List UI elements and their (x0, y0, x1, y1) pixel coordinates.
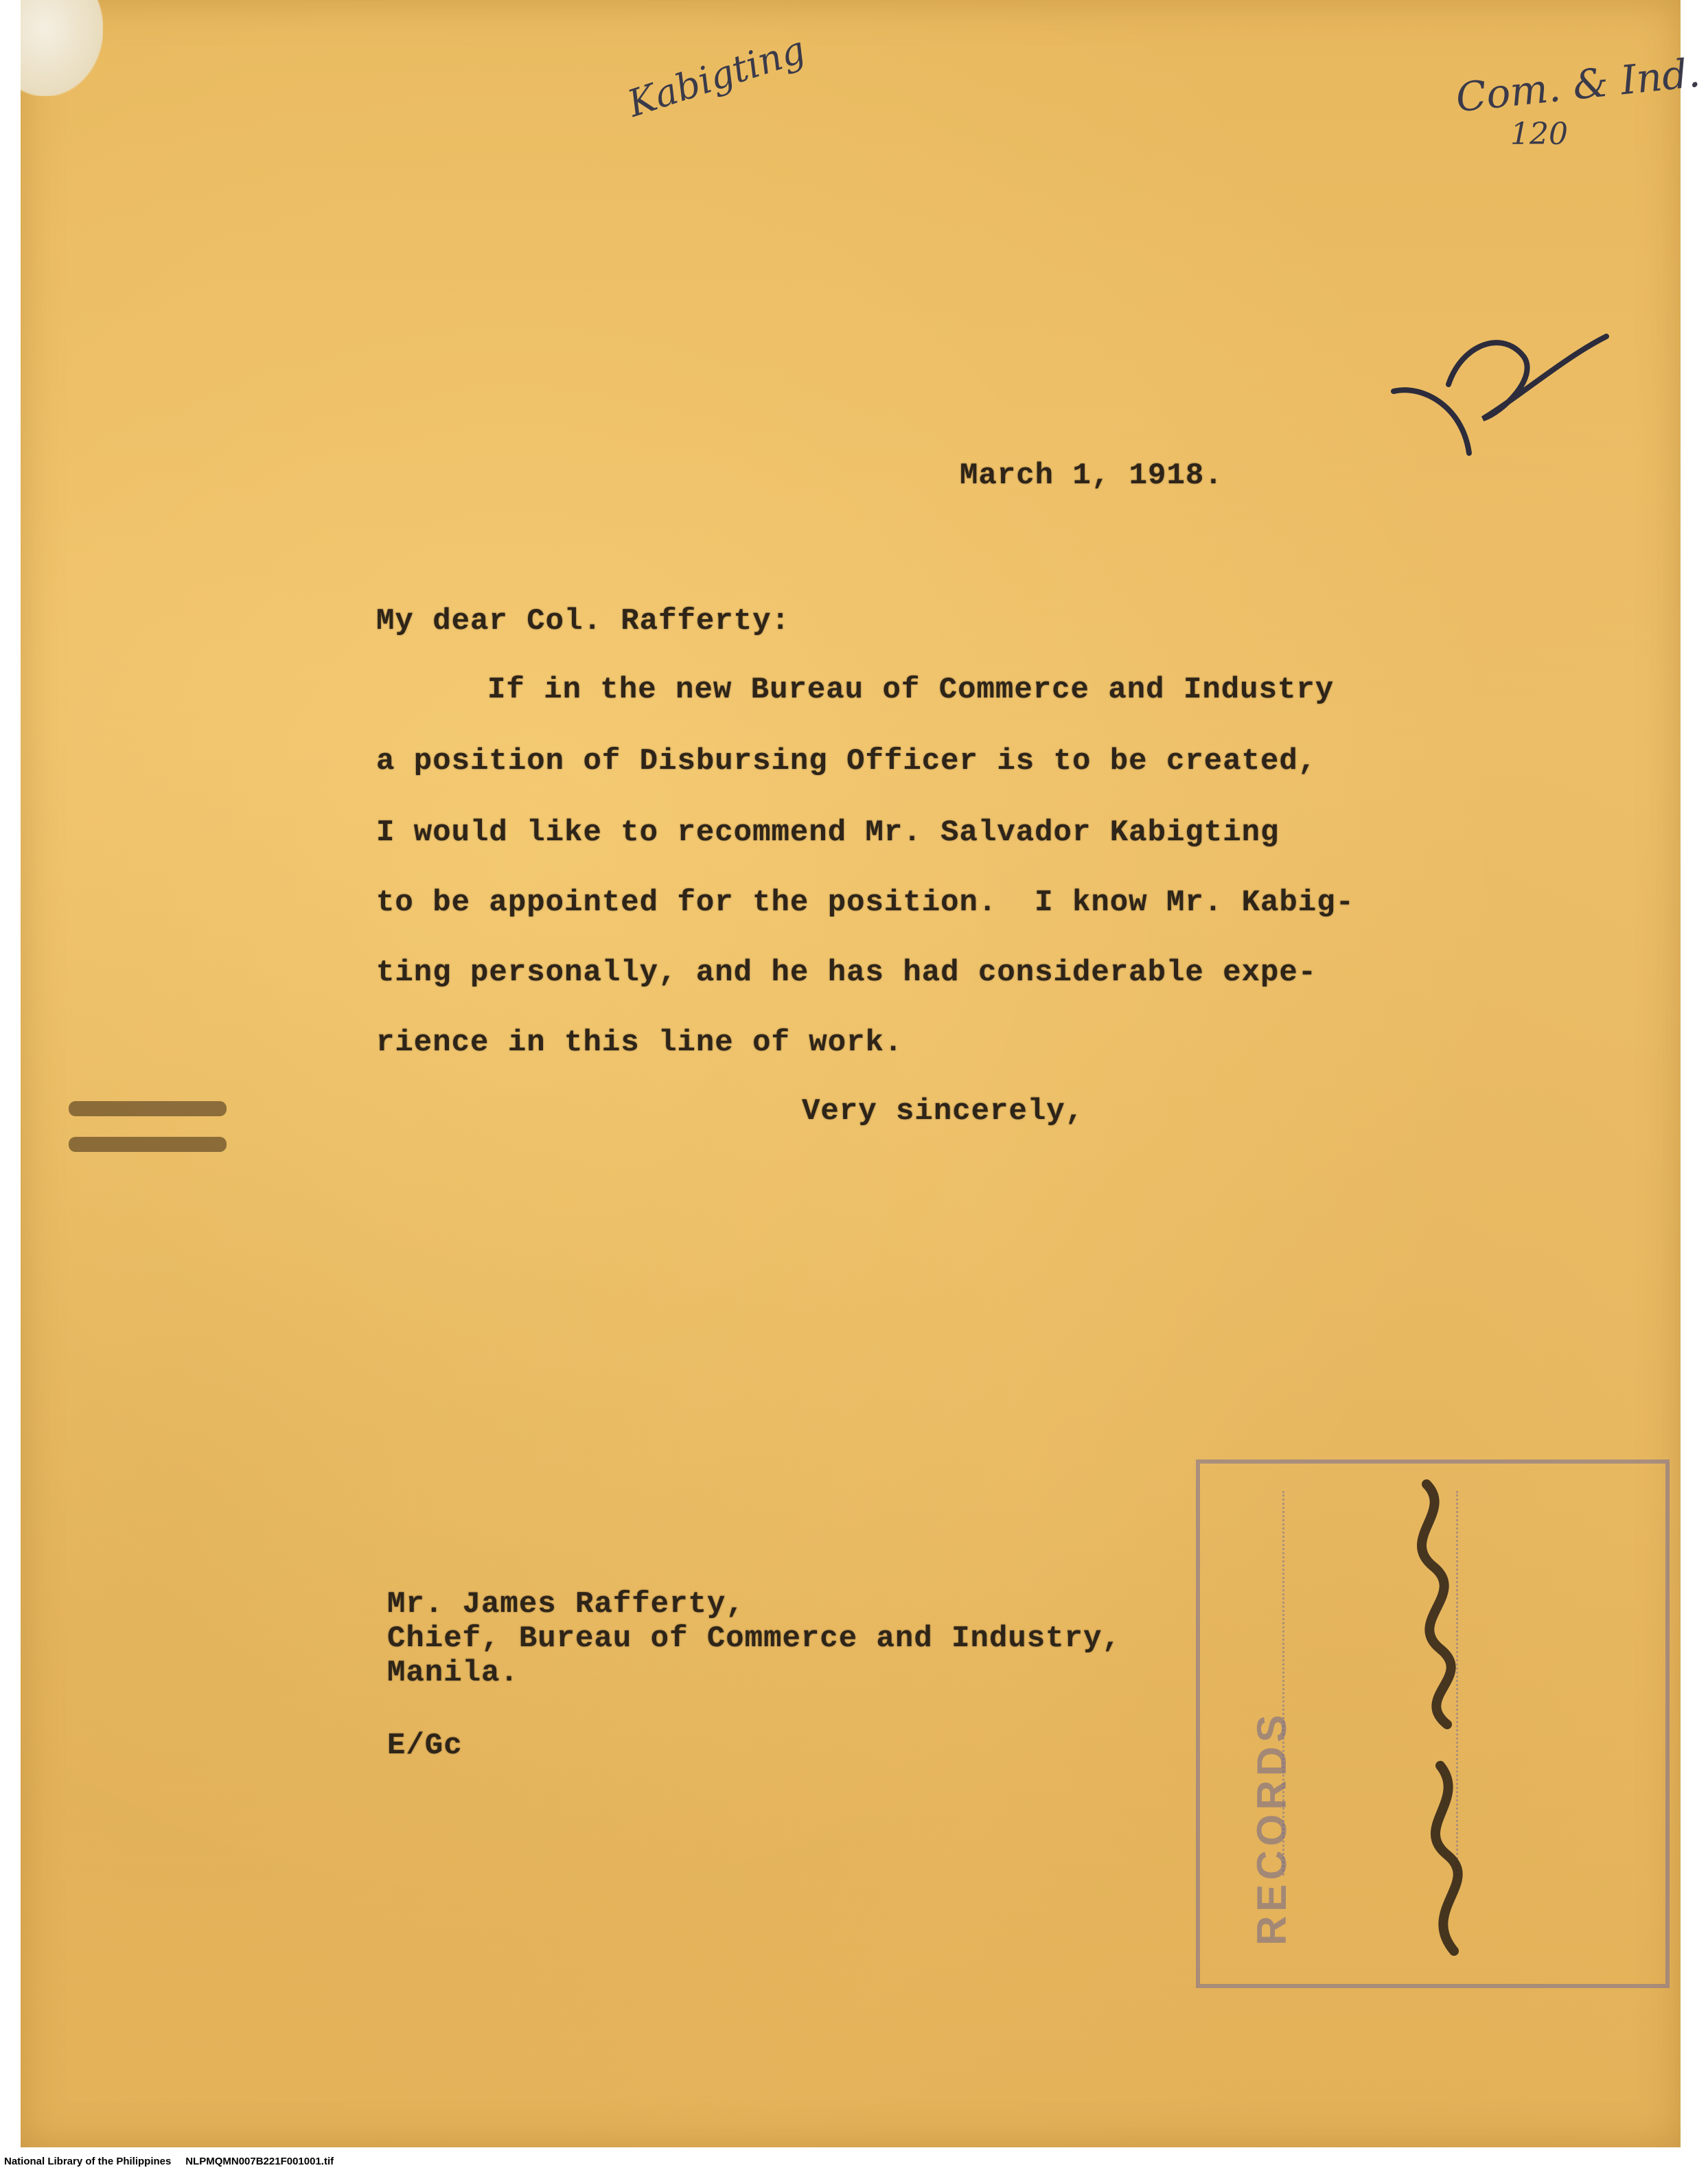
addressee-name: Mr. James Rafferty, (387, 1587, 745, 1621)
letter-body-line: If in the new Bureau of Commerce and Industry (487, 673, 1335, 707)
footer-caption: National Library of the Philippines NLPMQMN007B221F001001.tif (4, 2156, 334, 2167)
torn-corner (21, 0, 103, 96)
letter-body-line: a position of Disbursing Officer is to be created, (376, 744, 1317, 778)
reference-initials: E/Gc (387, 1729, 463, 1763)
handwritten-number-note: 120 (1510, 117, 1568, 152)
addressee-city: Manila. (387, 1656, 519, 1690)
checkmark-icon (1366, 316, 1627, 481)
addressee-title: Chief, Bureau of Commerce and Industry, (387, 1621, 1121, 1656)
records-stamp (1196, 1459, 1670, 1988)
letter-sheet (21, 0, 1703, 2147)
binding-marks (62, 1092, 240, 1167)
letter-date: March 1, 1918. (960, 459, 1223, 493)
signature-scrawl (1372, 1470, 1536, 1992)
letter-body-line: ting personally, and he has had considerable expe- (376, 956, 1317, 990)
handwritten-category-note: Com. & Ind. (1453, 49, 1703, 122)
handwritten-name-note: Kabigting (622, 27, 811, 126)
letter-body-line: I would like to recommend Mr. Salvador Kabigting (376, 816, 1280, 850)
letter-body-line: to be appointed for the position. I know Mr. Kabig- (376, 886, 1355, 920)
footer-bar (0, 2154, 1708, 2170)
letter-salutation: My dear Col. Rafferty: (376, 604, 790, 638)
letter-closing: Very sincerely, (802, 1094, 1085, 1129)
stamp-word: RECORDS (1249, 1711, 1295, 1946)
letter-body-line: rience in this line of work. (376, 1026, 903, 1060)
